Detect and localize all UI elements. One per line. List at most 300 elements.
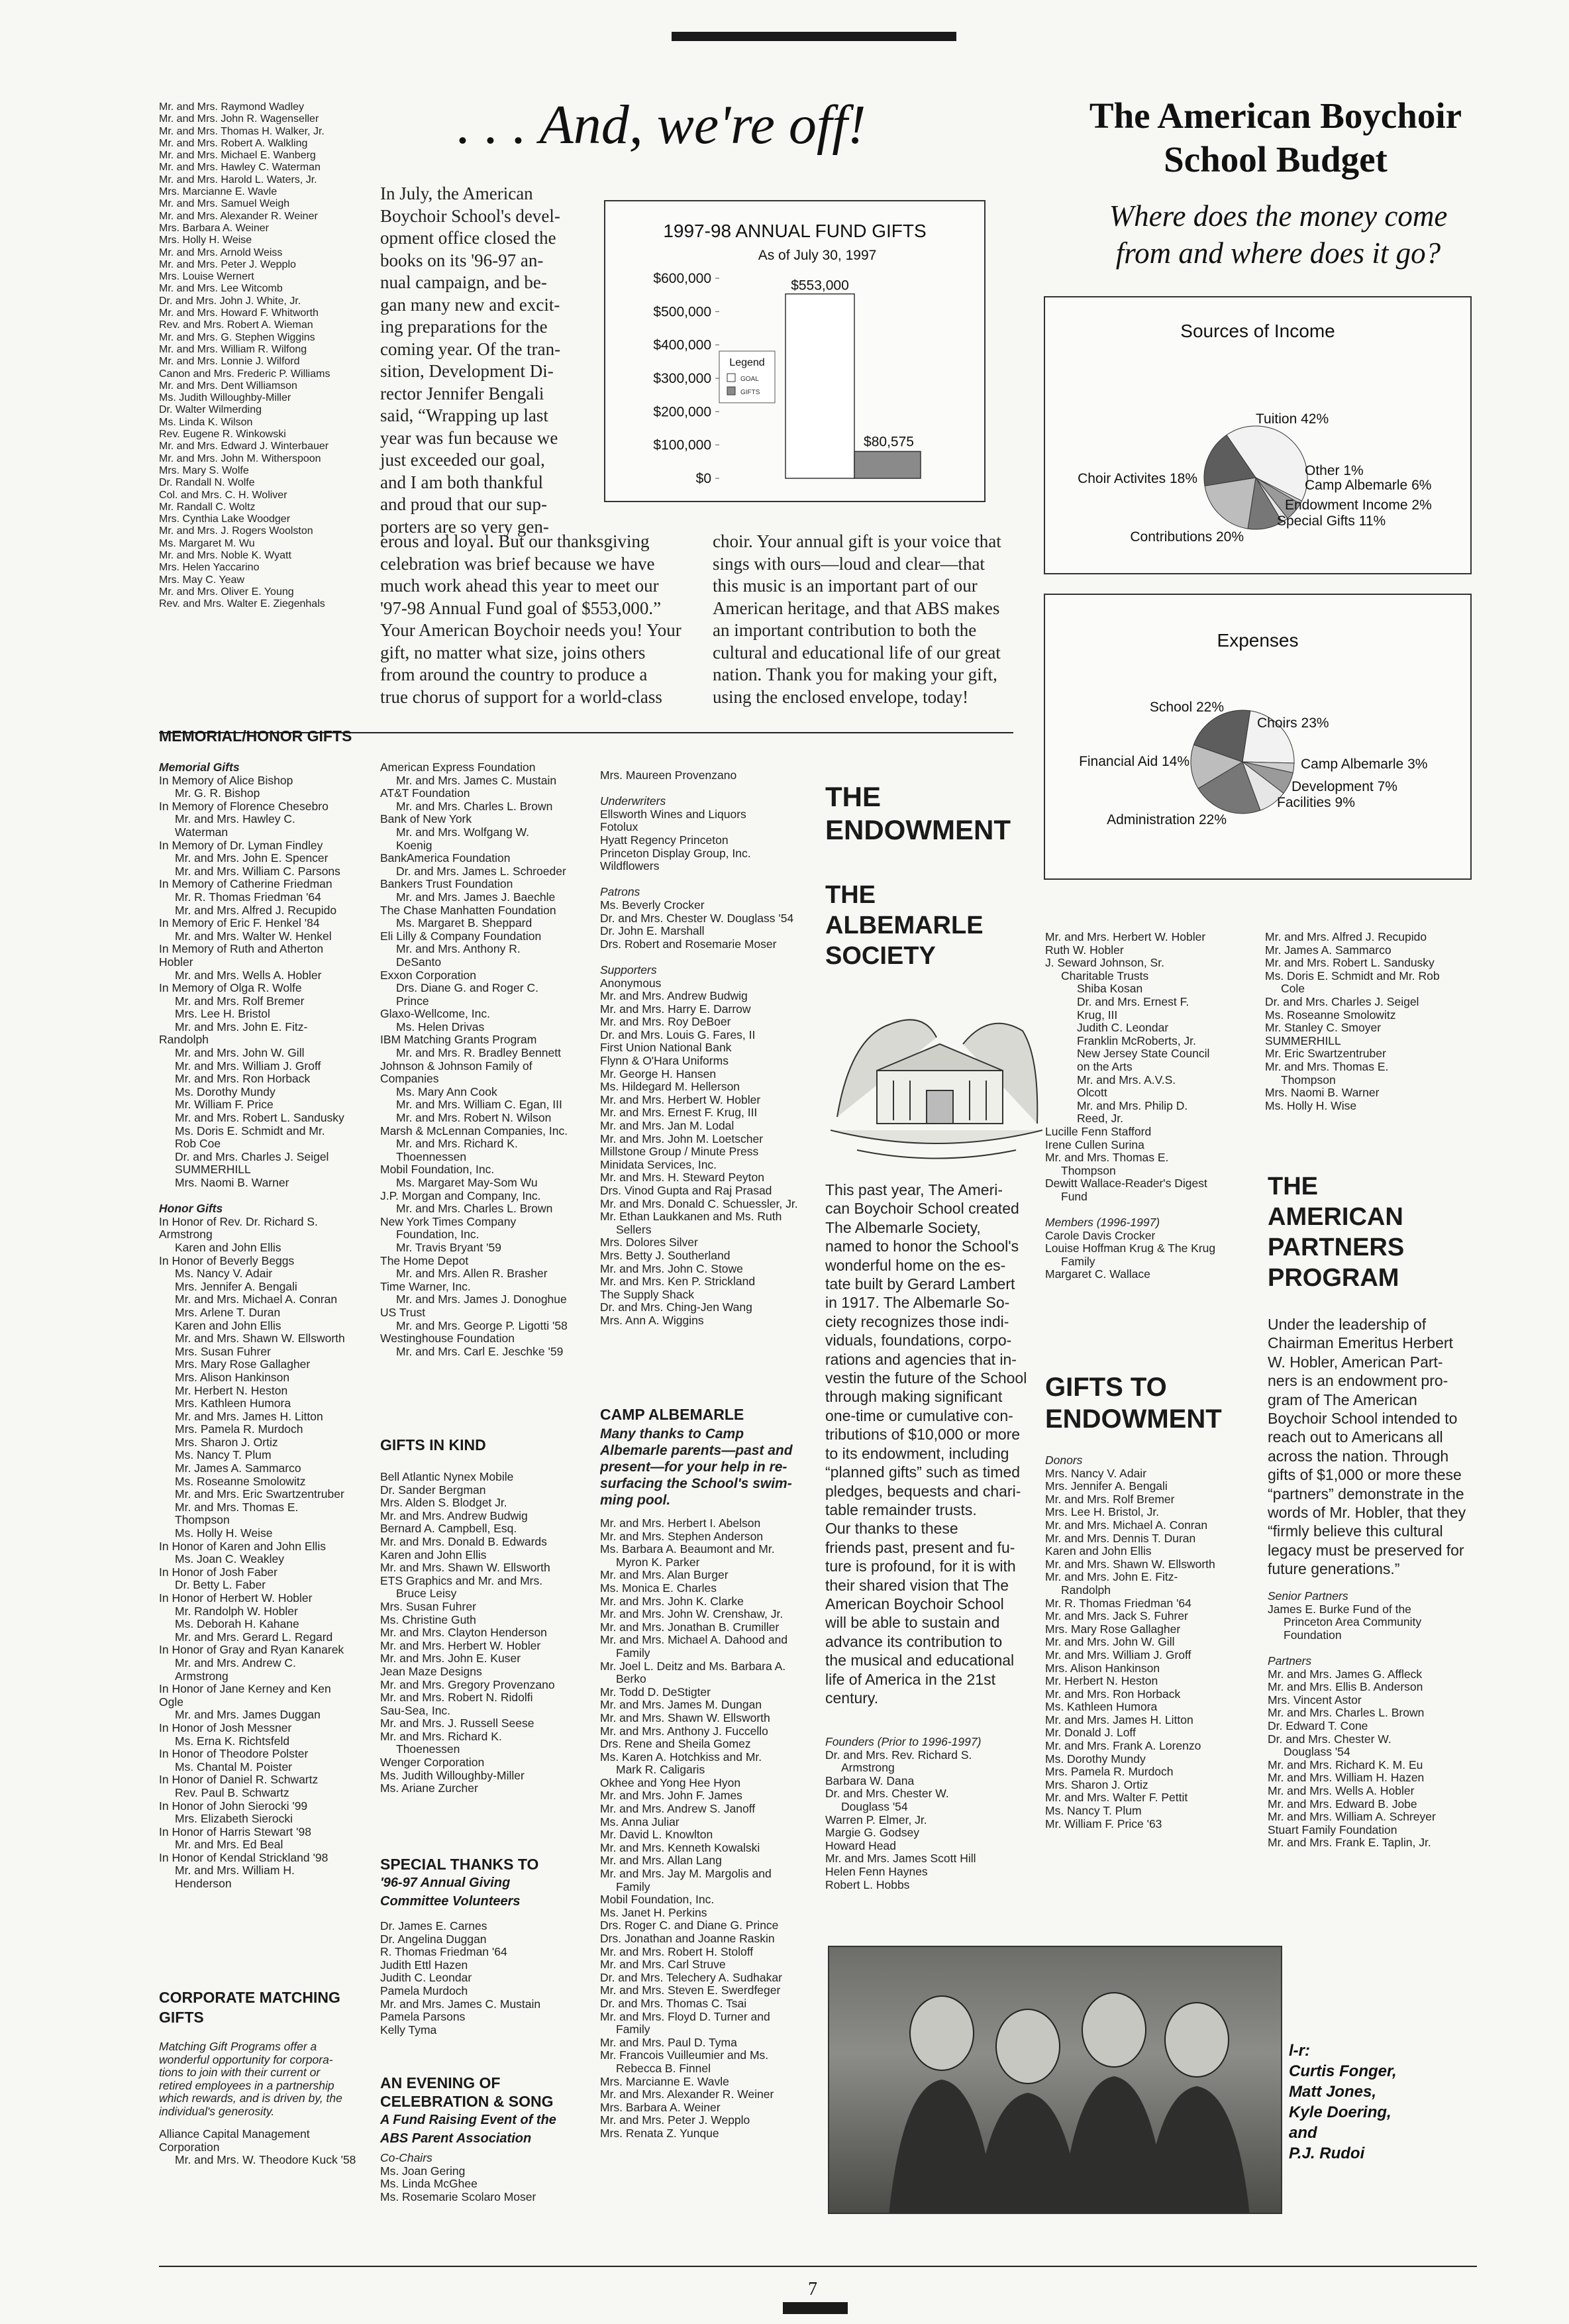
memorial-entry: Mr. and Mrs. James Duggan: [175, 1709, 321, 1722]
corporate-entry: US Trust: [380, 1306, 426, 1319]
paragraph-line: century.: [825, 1689, 879, 1707]
caption-line: Matt Jones,: [1289, 2083, 1377, 2101]
paragraph-line: future generations.”: [1268, 1560, 1400, 1578]
paragraph-line: “firmly believe this cultural: [1268, 1522, 1443, 1540]
volunteer-name: Judith Ettl Hazen: [380, 1958, 468, 1972]
legend-swatch-gifts: [727, 387, 735, 395]
article-line: coming year. Of the tran-: [380, 339, 561, 359]
gift-in-kind-entry: Jean Maze Designs: [380, 1665, 482, 1678]
article-line: porters are so very gen-: [380, 516, 549, 537]
memorial-entry: In Memory of Catherine Friedman: [159, 878, 332, 891]
gift-in-kind-entry: Mr. and Mrs. J. Russell Seese: [380, 1717, 534, 1730]
supporter-entry: Mrs. Dolores Silver: [600, 1236, 698, 1249]
camp-donor: Mr. and Mrs. Stephen Anderson: [600, 1530, 764, 1543]
article-line: nation. Thank you for making your gift,: [713, 664, 997, 684]
camp-donor: Mr. and Mrs. Jonathan B. Crumiller: [600, 1620, 780, 1634]
donor-name: Mrs. Barbara A. Weiner: [159, 222, 269, 234]
donor-name: Rev. Eugene R. Winkowski: [159, 429, 286, 441]
gift-in-kind-entry: Mr. and Mrs. Herbert W. Hobler: [380, 1639, 541, 1652]
partners-label: Partners: [1268, 1654, 1312, 1667]
member-entry: Franklin McRoberts, Jr.: [1077, 1034, 1196, 1047]
memorial-heading: MEMORIAL/HONOR GIFTS: [159, 727, 352, 745]
intro-line: Many thanks to Camp: [600, 1426, 744, 1442]
gift-in-kind-entry: Ms. Christine Guth: [380, 1613, 476, 1626]
member-entry: on the Arts: [1077, 1060, 1133, 1073]
camp-donor: Ms. Monica E. Charles: [600, 1581, 717, 1595]
camp-intro: [600, 1426, 819, 1508]
cochair-name: Ms. Linda McGhee: [380, 2178, 478, 2191]
member-entry: Ruth W. Hobler: [1045, 943, 1124, 957]
gift-in-kind-entry: Dr. Sander Bergman: [380, 1483, 486, 1497]
supporter-entry: Dr. and Mrs. Louis G. Fares, II: [600, 1028, 756, 1041]
intro-line: surfacing the School's swim-: [600, 1476, 792, 1491]
memorial-entry: Mr. and Mrs. William H.: [175, 1864, 295, 1877]
camp-donor: Mrs. Renata Z. Yunque: [600, 2127, 719, 2140]
article-line: Your American Boychoir needs you! Your: [380, 620, 682, 640]
caption-line: and: [1289, 2124, 1317, 2142]
supporter-entry: Wildflowers: [600, 860, 660, 873]
legend-label-gifts: GIFTS: [740, 389, 760, 396]
corporate-entry: Alliance Capital Management: [159, 2128, 310, 2140]
memorial-entry: Ms. Joan C. Weakley: [175, 1553, 285, 1566]
donor-name: Mr. and Mrs. Raymond Wadley: [159, 101, 305, 113]
member-entry: Lucille Fenn Stafford: [1045, 1125, 1152, 1138]
special-thanks-heading: SPECIAL THANKS TO '96-97 Annual Giving Committee Volunteers: [380, 1856, 539, 1909]
paragraph-line: viduals, foundations, corpo-: [825, 1332, 1012, 1349]
memorial-entry: Waterman: [175, 825, 228, 839]
camp-donor: Family: [616, 1880, 650, 1893]
bar-label-gifts: $80,575: [864, 434, 914, 450]
y-tick-label: $100,000: [653, 437, 711, 453]
camp-donor: Rebecca B. Finnel: [616, 2062, 711, 2075]
supporter-entry: The Supply Shack: [600, 1288, 695, 1301]
caption-line: l-r:: [1289, 2042, 1310, 2060]
memorial-entry: Mrs. Mary Rose Gallagher: [175, 1358, 311, 1371]
camp-donor: Mr. and Mrs. John K. Clarke: [600, 1595, 744, 1608]
corporate-entry: Mr. and Mrs. William C. Egan, III: [396, 1098, 562, 1112]
income-pie-chart: [1044, 296, 1472, 574]
founder-entry: Founders (Prior to 1996-1997): [825, 1736, 982, 1748]
y-tick-label: $500,000: [653, 304, 711, 320]
memorial-entry: Dr. Betty L. Faber: [175, 1579, 266, 1592]
memorial-entry: Mr. and Mrs. Wells A. Hobler: [175, 969, 322, 982]
donor-name: Dr. Randall N. Wolfe: [159, 477, 255, 489]
camp-donor: Mr. and Mrs. Anthony J. Fuccello: [600, 1724, 768, 1738]
corporate-entry: Ms. Mary Ann Cook: [396, 1085, 497, 1098]
donor-name: Mr. and Mrs. Thomas H. Walker, Jr.: [159, 125, 325, 137]
supporter-entry: Mr. and Mrs. Andrew Budwig: [600, 990, 748, 1003]
camp-donor: Mr. Todd D. DeStigter: [600, 1685, 711, 1699]
donor-entry: Mrs. Jennifer A. Bengali: [1045, 1480, 1168, 1493]
pie-title: Expenses: [1217, 630, 1299, 651]
corporate-entry: Companies: [380, 1073, 439, 1086]
paragraph-line: table remainder trusts.: [825, 1501, 977, 1518]
donor-entry: Mr. and Mrs. Frank A. Lorenzo: [1045, 1740, 1201, 1753]
memorial-list: [159, 761, 378, 1891]
gift-in-kind-entry: Sau-Sea, Inc.: [380, 1704, 451, 1717]
donor-entry: Ms. Roseanne Smolowitz: [1265, 1008, 1396, 1022]
memorial-entry: Mr. and Mrs. John E. Spencer: [175, 852, 329, 865]
donor-name: Mrs. Marcianne E. Wavle: [159, 186, 278, 198]
memorial-entry: In Memory of Eric F. Henkel '84: [159, 917, 320, 930]
donor-name: Mr. and Mrs. Lee Witcomb: [159, 283, 283, 295]
volunteer-name: Pamela Murdoch: [380, 1984, 468, 1997]
corporate-entry: Mr. and Mrs. Allen R. Brasher: [396, 1267, 548, 1281]
supporter-entry: Mr. George H. Hansen: [600, 1067, 717, 1081]
donor-name: Mr. and Mrs. J. Rogers Woolston: [159, 525, 313, 537]
camp-donor: Mr. Joel L. Deitz and Ms. Barbara A.: [600, 1660, 786, 1673]
member-entry: Members (1996-1997): [1045, 1216, 1160, 1230]
donor-entry: Mrs. Lee H. Bristol, Jr.: [1045, 1506, 1160, 1519]
camp-donor: Mobil Foundation, Inc.: [600, 1893, 715, 1907]
memorial-entry: Henderson: [175, 1877, 232, 1891]
memorial-entry: Mrs. Lee H. Bristol: [175, 1008, 270, 1021]
founders-list: [825, 1736, 1044, 1891]
corporate-heading: CORPORATE MATCHING GIFTS: [159, 1989, 340, 2026]
gift-in-kind-entry: Mr. and Mrs. Gregory Provenzano: [380, 1678, 555, 1691]
paragraph-line: named to honor the School's: [825, 1238, 1019, 1255]
caption-line: P.J. Rudoi: [1289, 2144, 1365, 2162]
memorial-entry: Honor Gifts: [159, 1202, 223, 1216]
donor-list-col1: [159, 101, 384, 610]
paragraph-line: ciety recognizes those indi-: [825, 1312, 1009, 1330]
supporter-entry: Mr. and Mrs. John M. Loetscher: [600, 1132, 764, 1145]
member-entry: Charitable Trusts: [1061, 969, 1149, 982]
supporter-entry: Hyatt Regency Princeton: [600, 833, 729, 847]
memorial-entry: Rob Coe: [175, 1137, 221, 1151]
donor-entry: Mr. and Mrs. William J. Groff: [1045, 1648, 1191, 1662]
paragraph-line: will be able to sustain and: [825, 1614, 1000, 1632]
donor-name: Mr. and Mrs. Howard F. Whitworth: [159, 307, 319, 319]
intro-line: wonderful opportunity for corpora-: [159, 2053, 333, 2066]
memorial-entry: Mr. William F. Price: [175, 1098, 274, 1112]
memorial-entry: Mr. and Mrs. Andrew C.: [175, 1656, 296, 1669]
gifts-to-endowment-heading: GIFTS TO ENDOWMENT: [1045, 1373, 1222, 1434]
supporter-entry: Mr. and Mrs. H. Steward Peyton: [600, 1171, 765, 1185]
albemarle-society-text: [825, 1181, 1027, 1707]
volunteer-name: Dr. Angelina Duggan: [380, 1932, 487, 1946]
memorial-entry: Ms. Chantal M. Poister: [175, 1760, 292, 1773]
article-line: just exceeded our goal,: [380, 450, 545, 470]
corporate-entry: Mobil Foundation, Inc.: [380, 1163, 495, 1177]
pie-label: Camp Albemarle 3%: [1301, 757, 1428, 772]
donor-name: Mr. and Mrs. Peter J. Wepplo: [159, 258, 296, 270]
memorial-entry: In Honor of Rev. Dr. Richard S.: [159, 1215, 318, 1228]
supporter-entry: Princeton Display Group, Inc.: [600, 847, 751, 860]
gift-in-kind-entry: Mrs. Alden S. Blodget Jr.: [380, 1497, 507, 1510]
partner: Dr. Edward T. Cone: [1268, 1719, 1368, 1732]
cochair-name: Ms. Rosemarie Scolaro Moser: [380, 2190, 536, 2203]
paragraph-line: their shared vision that The: [825, 1576, 1009, 1594]
donor-entry: Mr. and Mrs. Shawn W. Ellsworth: [1045, 1558, 1215, 1571]
paragraph-line: across the nation. Through: [1268, 1447, 1449, 1465]
corporate-entry: Mr. Travis Bryant '59: [396, 1241, 501, 1254]
member-entry: Mr. and Mrs. Herbert W. Hobler: [1045, 931, 1206, 943]
corporate-entry: Mr. and Mrs. Wolfgang W.: [396, 825, 529, 839]
supporter-entry: Millstone Group / Minute Press: [600, 1145, 759, 1159]
donor-name: Mr. and Mrs. Michael E. Wanberg: [159, 150, 316, 162]
memorial-entry: Mr. and Mrs. Michael A. Conran: [175, 1293, 338, 1306]
memorial-entry: Ms. Doris E. Schmidt and Mr.: [175, 1124, 325, 1137]
camp-donor: Mrs. Marcianne E. Wavle: [600, 2075, 729, 2088]
corporate-entry: New York Times Company: [380, 1215, 517, 1228]
camp-donor: Berko: [616, 1673, 646, 1686]
corporate-entry: Thoennessen: [396, 1150, 467, 1163]
donor-entry: Mr. R. Thomas Friedman '64: [1045, 1597, 1191, 1610]
memorial-entry: Ms. Erna K. Richtsfeld: [175, 1734, 290, 1748]
intro-line: tions to join with their current or: [159, 2066, 321, 2080]
article-line: choir. Your annual gift is your voice that: [713, 531, 1001, 551]
camp-donor: Ms. Karen A. Hotchkiss and Mr.: [600, 1750, 762, 1764]
corporate-entry: Corporation: [159, 2140, 220, 2154]
camp-donor: Mr. David L. Knowlton: [600, 1828, 713, 1842]
memorial-entry: Rev. Paul B. Schwartz: [175, 1786, 289, 1799]
donor-entry: Mrs. Nancy V. Adair: [1045, 1467, 1147, 1480]
gift-in-kind-entry: Ms. Judith Willoughby-Miller: [380, 1769, 525, 1782]
member-entry: Irene Cullen Surina: [1045, 1138, 1144, 1151]
article-line: true chorus of support for a world-class: [380, 686, 662, 707]
memorial-entry: In Honor of Gray and Ryan Kanarek: [159, 1644, 344, 1657]
volunteer-name: Pamela Parsons: [380, 2011, 466, 2024]
gift-in-kind-entry: Bell Atlantic Nynex Mobile: [380, 1471, 514, 1483]
memorial-entry: Mr. and Mrs. Gerard L. Regard: [175, 1630, 333, 1644]
camp-donor: Family: [616, 1646, 650, 1660]
memorial-entry: Mrs. Jennifer A. Bengali: [175, 1280, 297, 1293]
cochair-name: Ms. Joan Gering: [380, 2164, 466, 2178]
donor-name: Mrs. Helen Yaccarino: [159, 562, 260, 574]
supporter-entry: Anonymous: [600, 977, 662, 990]
member-entry: New Jersey State Council: [1077, 1047, 1210, 1061]
partners-lists: [1268, 1590, 1486, 1850]
memorial-entry: Mr. and Mrs. James H. Litton: [175, 1410, 323, 1423]
paragraph-line: gifts of $1,000 or more these: [1268, 1466, 1462, 1484]
article-line: and proud that our sup-: [380, 494, 547, 514]
donor-entry: Mr. and Mrs. Ron Horback: [1045, 1687, 1181, 1701]
donor-name: Mr. and Mrs. Edward J. Winterbauer: [159, 441, 329, 452]
albemarle-members-col5: [1045, 931, 1264, 1281]
paragraph-line: advance its contribution to: [825, 1632, 1003, 1650]
memorial-entry: Mrs. Alison Hankinson: [175, 1371, 290, 1384]
volunteer-name: Mr. and Mrs. James C. Mustain: [380, 1997, 541, 2011]
volunteers-list: [380, 1920, 599, 2036]
donor-name: Mr. and Mrs. Noble K. Wyatt: [159, 549, 291, 561]
supporter-entry: Mrs. Betty J. Southerland: [600, 1249, 731, 1262]
chart-subtitle: As of July 30, 1997: [758, 248, 877, 263]
corporate-entry: J.P. Morgan and Company, Inc.: [380, 1189, 541, 1202]
paragraph-line: The Albemarle Society,: [825, 1218, 981, 1236]
endowment-donors-col6: [1265, 931, 1484, 1112]
camp-donor: Mr. and Mrs. Allan Lang: [600, 1854, 722, 1868]
donor-entry: Mrs. Pamela R. Murdoch: [1045, 1766, 1174, 1779]
gift-in-kind-entry: Ms. Ariane Zurcher: [380, 1782, 478, 1795]
donor-name: Mrs. Louise Wernert: [159, 271, 254, 283]
endowment-heading: THE ENDOWMENT: [825, 781, 1011, 845]
evening-cochairs: [380, 2152, 599, 2203]
partner: Dr. and Mrs. Chester W.: [1268, 1732, 1392, 1746]
donor-name: Mr. and Mrs. Hawley C. Waterman: [159, 162, 321, 174]
intro-line: ming pool.: [600, 1493, 671, 1508]
albemarle-estate-illustration: [831, 998, 1042, 1170]
article-line: nual campaign, and be-: [380, 272, 547, 292]
gifts-in-kind-heading: GIFTS IN KIND: [380, 1436, 486, 1453]
corporate-entry: Prince: [396, 994, 429, 1008]
memorial-entry: Mr. and Mrs. William C. Parsons: [175, 865, 340, 878]
memorial-entry: Mr. and Mrs. John W. Gill: [175, 1047, 305, 1060]
supporter-entry: Underwriters: [600, 795, 666, 808]
pie-label: Endowment Income 2%: [1285, 498, 1432, 513]
memorial-entry: Mr. and Mrs. Rolf Bremer: [175, 994, 305, 1008]
memorial-entry: Thompson: [175, 1514, 230, 1527]
article-line: from around the country to produce a: [380, 664, 648, 684]
donor-name: Mr. and Mrs. Harold L. Waters, Jr.: [159, 174, 317, 185]
camp-donor: Mr. and Mrs. Floyd D. Turner and: [600, 2010, 770, 2023]
gift-in-kind-entry: Mr. and Mrs. John E. Kuser: [380, 1652, 521, 1665]
article-line: cultural and educational life of our great: [713, 642, 1001, 662]
partner: Mr. and Mrs. William H. Hazen: [1268, 1771, 1425, 1785]
founder-entry: Dr. and Mrs. Rev. Richard S.: [825, 1748, 972, 1762]
y-tick-label: $300,000: [653, 371, 711, 386]
article-line: American heritage, and that ABS makes: [713, 598, 1000, 618]
paragraph-line: Our thanks to these: [825, 1520, 958, 1538]
spacer: [1268, 1642, 1486, 1655]
memorial-entry: Mr. Randolph W. Hobler: [175, 1605, 298, 1618]
chart-title: 1997-98 ANNUAL FUND GIFTS: [663, 221, 927, 241]
article-intro: [380, 183, 560, 538]
memorial-entry: Mrs. Susan Fuhrer: [175, 1345, 271, 1358]
donor-name: Dr. Walter Wilmerding: [159, 404, 262, 416]
corporate-entry: AT&T Foundation: [380, 787, 470, 800]
member-entry: Krug, III: [1077, 1008, 1118, 1022]
legend-label-goal: GOAL: [740, 376, 759, 383]
camp-donor: Drs. Roger C. and Diane G. Prince: [600, 1919, 779, 1932]
article-line: using the enclosed envelope, today!: [713, 686, 969, 707]
donor-name: Ms. Margaret M. Wu: [159, 537, 255, 549]
memorial-entry: Mrs. Sharon J. Ortiz: [175, 1436, 278, 1449]
gift-in-kind-entry: Mr. and Mrs. Clayton Henderson: [380, 1626, 547, 1640]
supporter-entry: Mrs. Maureen Provenzano: [600, 769, 737, 782]
bar-label-goal: $553,000: [791, 278, 849, 293]
corporate-entry: Eli Lilly & Company Foundation: [380, 929, 542, 943]
camp-donor: Okhee and Yong Hee Hyon: [600, 1776, 741, 1789]
camp-donor: Mark R. Caligaris: [616, 1764, 705, 1777]
memorial-entry: In Honor of John Sierocki '99: [159, 1799, 308, 1813]
paragraph-line: tate built by Gerard Lambert: [825, 1275, 1015, 1293]
pie-label: Special Gifts 11%: [1277, 513, 1386, 529]
corporate-entry: Mr. and Mrs. James C. Mustain: [396, 774, 557, 787]
pie-title: Sources of Income: [1180, 321, 1335, 341]
article-line: gan many new and excit-: [380, 294, 560, 315]
donor-name: Col. and Mrs. C. H. Woliver: [159, 489, 287, 501]
volunteer-name: Kelly Tyma: [380, 2023, 437, 2036]
pie-label: Facilities 9%: [1277, 795, 1355, 810]
annual-fund-chart: [604, 200, 986, 502]
memorial-entry: In Honor of Theodore Polster: [159, 1748, 309, 1761]
corporate-entry: Ms. Margaret May-Som Wu: [396, 1177, 538, 1189]
article-line: gift, no matter what size, joins others: [380, 642, 646, 662]
corporate-entry: Koenig: [396, 839, 432, 852]
memorial-entry: Ms. Roseanne Smolowitz: [175, 1475, 306, 1488]
donor-name: Mr. and Mrs. Arnold Weiss: [159, 246, 283, 258]
boys-photo: [828, 1946, 1282, 2214]
pie-label: School 22%: [1149, 700, 1224, 715]
donor-name: Mr. and Mrs. Oliver E. Young: [159, 586, 294, 598]
donor-name: Mrs. Cynthia Lake Woodger: [159, 513, 291, 525]
member-entry: Family: [1061, 1255, 1095, 1268]
memorial-entry: In Memory of Dr. Lyman Findley: [159, 839, 323, 852]
supporter-entry: Dr. and Mrs. Chester W. Douglass '54: [600, 912, 794, 925]
senior-partner: Foundation: [1284, 1628, 1342, 1642]
donor-entry: Mr. and Mrs. James H. Litton: [1045, 1713, 1193, 1726]
memorial-entry: Hobler: [159, 955, 193, 969]
gift-in-kind-entry: Bruce Leisy: [396, 1587, 457, 1601]
memorial-entry: Ms. Deborah H. Kahane: [175, 1618, 299, 1631]
camp-donor: Ms. Anna Juliar: [600, 1815, 680, 1828]
memorial-entry: Armstrong: [159, 1228, 213, 1241]
donor-entry: Mr. and Mrs. Michael A. Conran: [1045, 1518, 1208, 1532]
supporter-entry: Mr. and Mrs. Ernest F. Krug, III: [600, 1106, 758, 1120]
memorial-entry: Mr. and Mrs. Shawn W. Ellsworth: [175, 1332, 345, 1346]
camp-donor: Ms. Janet H. Perkins: [600, 1906, 707, 1919]
paragraph-line: Under the leadership of: [1268, 1316, 1427, 1333]
memorial-entry: In Memory of Olga R. Wolfe: [159, 982, 302, 995]
camp-donor: Mr. and Mrs. Steven E. Swerdfeger: [600, 1984, 781, 1997]
donor-name: Mr. and Mrs. G. Stephen Wiggins: [159, 331, 315, 343]
supporter-entry: Drs. Vinod Gupta and Raj Prasad: [600, 1185, 772, 1197]
bottom-rule: [159, 2266, 1477, 2267]
memorial-entry: [159, 1190, 378, 1203]
donor-entry: Karen and John Ellis: [1045, 1545, 1152, 1558]
article-line: books on its '96-97 an-: [380, 250, 544, 270]
memorial-entry: Mrs. Elizabeth Sierocki: [175, 1813, 293, 1826]
member-entry: Mr. and Mrs. Philip D.: [1077, 1099, 1188, 1112]
camp-donor: Dr. and Mrs. Telechery A. Sudhakar: [600, 1971, 782, 1984]
corporate-entry: Mr. and Mrs. Carl E. Jeschke '59: [396, 1345, 564, 1358]
memorial-entry: Ogle: [159, 1695, 183, 1709]
article-line: sition, Development Di-: [380, 361, 554, 381]
article-line: this music is an important part of our: [713, 576, 978, 596]
article-line: In July, the American: [380, 184, 533, 203]
expense-pie-chart: [1044, 594, 1472, 880]
photo-caption: [1289, 2040, 1397, 2164]
supporter-entry: Supporters: [600, 963, 657, 977]
supporter-entry: [600, 782, 825, 796]
volunteer-name: R. Thomas Friedman '64: [380, 1946, 507, 1959]
founder-entry: Douglass '54: [841, 1800, 908, 1813]
corporate-entry: DeSanto: [396, 955, 442, 969]
donor-entry: Mr. and Mrs. Walter F. Pettit: [1045, 1791, 1188, 1805]
corporate-entry: Bankers Trust Foundation: [380, 878, 513, 891]
gifts-in-kind-list: [380, 1471, 599, 1795]
memorial-entry: In Honor of Beverly Beggs: [159, 1254, 295, 1267]
camp-donor: Mr. and Mrs. Kenneth Kowalski: [600, 1841, 760, 1854]
paragraph-line: pledges, bequests and chari-: [825, 1482, 1021, 1500]
partner: Mr. and Mrs. Edward B. Jobe: [1268, 1797, 1417, 1811]
paragraph-line: This past year, The Ameri-: [825, 1181, 1003, 1198]
donor-entry: Mr. Eric Swartzentruber: [1265, 1047, 1386, 1061]
article-body-left: [380, 531, 682, 708]
article-line: said, “Wrapping up last: [380, 405, 548, 425]
caption-line: Kyle Doering,: [1289, 2103, 1392, 2121]
member-entry: Margaret C. Wallace: [1045, 1268, 1150, 1281]
memorial-entry: Mrs. Arlene T. Duran: [175, 1306, 281, 1319]
donor-name: Dr. and Mrs. John J. White, Jr.: [159, 295, 301, 307]
gift-in-kind-entry: Mr. and Mrs. Donald B. Edwards: [380, 1535, 547, 1548]
pie-label: Choirs 23%: [1257, 715, 1329, 731]
camp-donor: Mr. and Mrs. Paul D. Tyma: [600, 2036, 737, 2049]
founder-entry: Mr. and Mrs. James Scott Hill: [825, 1852, 976, 1866]
camp-donor: Mr. and Mrs. James M. Dungan: [600, 1699, 762, 1712]
article-line: '97-98 Annual Fund goal of $553,000.”: [380, 598, 662, 618]
